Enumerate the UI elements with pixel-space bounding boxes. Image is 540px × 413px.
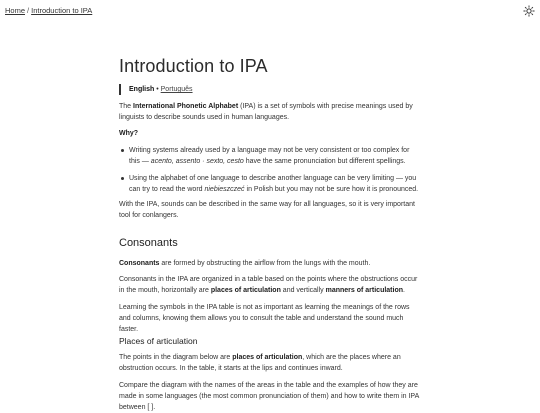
consonants-paragraph-2 [119,274,421,296]
page-title: Introduction to IPA [119,56,268,76]
consonants-p1-rest: are formed by obstructing the airflow from the lungs with the mouth. [159,260,371,267]
breadcrumb-separator: / [27,6,30,15]
bullet-2-a: Using the alphabet of one language to describe another language can be very limiting — you can try to read the word [129,175,417,193]
list-item [119,173,421,195]
language-switcher [119,84,193,95]
bullet-1-a: Writing systems already used by a language may not be very consistent or too complex for this — [129,147,410,165]
why-label-text: Why? [119,130,139,137]
places-paragraph-1 [119,352,421,374]
ipa-note-paragraph: With the IPA, sounds can be described in the same way for all languages, so it is very important tool for conlangers. [119,201,415,219]
consonants-p2-a: Consonants in the IPA are organized in a table based on the points where the obstructions occur in the mouth, horizontally are [119,276,418,294]
places-p1-a: The points in the diagram below are [119,354,233,361]
top-bar [5,5,535,17]
why-label [119,128,421,139]
list-item [119,145,421,167]
bullet-2-words: niebieszczeć [204,186,245,193]
intro-before: The [119,103,134,110]
sun-icon [523,5,535,17]
consonants-p2-bold-1: places of articulation [210,287,281,294]
intro-bold: International Phonetic Alphabet [133,103,239,110]
why-list [119,145,421,195]
consonants-paragraph-3: Learning the symbols in the IPA table is not as important as learning the meanings of the rows and columns, knowing them allows you to consult the table and understand the sound much faster. [119,304,410,333]
places-paragraph-2: Compare the diagram with the names of the areas in the table and the examples of how they are made in some languages (the most common pronunciation of them) and how to write them in IPA between [ ]. [119,382,419,411]
places-p1-c: , which are the places where an obstruction occurs. In the table, it starts at the lips and continues inward. [119,354,401,372]
bullet-2-b: in Polish but you may not be sure how it is pronounced. [244,186,419,193]
consonants-heading: Consonants [119,237,178,249]
consonants-p2-mid: and vertically [280,287,326,294]
consonants-p2-end: . [403,287,405,294]
theme-toggle-button[interactable] [523,5,535,17]
consonants-paragraph-1 [119,258,421,269]
current-language: English [129,86,155,93]
places-p1-bold: places of articulation [232,354,303,361]
breadcrumb-home-link[interactable]: Home [5,6,26,15]
intro-paragraph [119,101,421,123]
breadcrumb-current-link[interactable]: Introduction to IPA [31,6,93,15]
language-separator: • [156,86,159,93]
breadcrumb [5,5,92,17]
bullet-1-b: have the same pronunciation but different spellings. [243,158,406,165]
consonants-bold: Consonants [119,260,160,267]
bullet-1-words: acento, assento · sexto, cesto [150,158,244,165]
places-heading: Places of articulation [119,336,198,346]
language-link-portuguese[interactable]: Português [160,86,193,93]
intro-after: (IPA) is a set of symbols with precise meanings used by linguists to describe sounds used in human languages. [119,103,413,121]
consonants-p2-bold-2: manners of articulation [325,287,404,294]
